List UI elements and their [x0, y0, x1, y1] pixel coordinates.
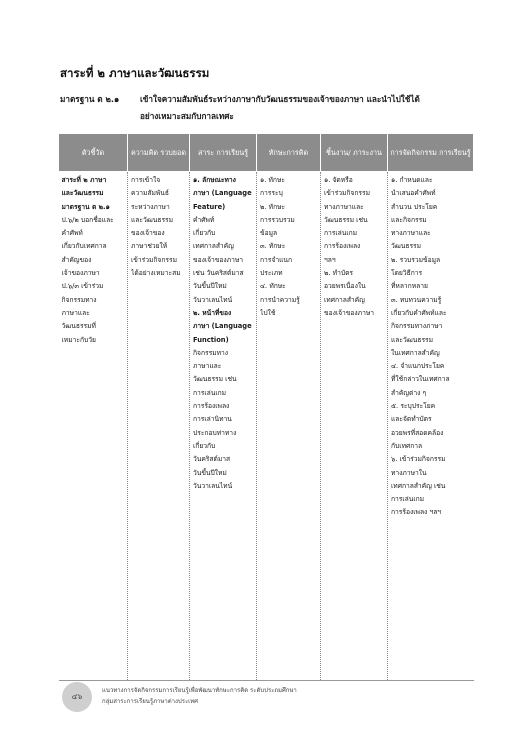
cell-line: สาระที่ ๒ ภาษา: [61, 176, 107, 184]
cell-line: ของเจ้าของภาษา: [193, 255, 243, 264]
cell-line: กับเทศกาล: [391, 441, 423, 450]
cell-line: อวยพรที่สอดคล้อง: [391, 428, 444, 437]
cell-line: ทางภาษาและ: [391, 229, 431, 238]
standard-text-line2: อย่างเหมาะสมกับกาลเทศะ: [140, 111, 234, 121]
cell-line: ระหว่างภาษา: [131, 202, 170, 211]
cell-line: ๓. ทบทวนความรู้: [391, 295, 442, 304]
cell-line: มาตรฐาน ต ๒.๑: [61, 202, 110, 211]
cell-line: ความสัมพันธ์: [131, 189, 169, 198]
cell-line: วัฒนธรรม: [391, 242, 422, 251]
cell-line: สำคัญของ: [61, 255, 92, 264]
footer-line1: แนวทางการจัดกิจกรรมการเรียนรู้เพื่อพัฒนาทักษะการคิด ระดับประถมศึกษา: [102, 687, 297, 694]
cell-line: เช่น วันคริสต์มาส: [193, 269, 244, 278]
cell-line: วัฒนธรรม เช่น: [193, 375, 237, 384]
cell-line: วัฒนธรรมที่: [61, 322, 96, 331]
cell-line: การเล่านิทาน: [193, 415, 232, 424]
cell-line: ภาษาและ: [61, 308, 90, 317]
cell-line: Function): [193, 335, 229, 344]
cell-line: วันขึ้นปีใหม่: [193, 282, 227, 291]
cell-line: เกี่ยวกับคำศัพท์และ: [391, 308, 447, 317]
cell-line: Feature): [193, 202, 226, 211]
cell-line: ภาษาช่วยให้: [131, 242, 168, 251]
cell-content: [190, 172, 257, 681]
cell-line: การร้องเพลง ฯลฯ: [391, 508, 442, 517]
cell-line: การนำความรู้: [260, 295, 300, 304]
cell-line: เข้าร่วมกิจกรรม: [131, 255, 177, 264]
cell-line: ภาษา (Language: [193, 322, 252, 331]
cell-line: ทางภาษาใน: [391, 468, 427, 477]
cell-line: เทศกาลสำคัญ เช่น: [391, 481, 446, 490]
cell-line: กิจกรรมทางภาษา: [391, 322, 443, 331]
cell-line: เข้าร่วมกิจกรรม: [324, 189, 370, 198]
cell-line: ที่ใช้กล่าวในเทศกาล: [391, 375, 450, 384]
cell-line: ๔. จำแนกประโยค: [391, 362, 445, 371]
cell-line: นำเสนอคำศัพท์: [391, 189, 436, 198]
cell-tasks: [321, 172, 388, 681]
cell-line: ๒. ทำบัตร: [324, 269, 354, 278]
cell-line: เกี่ยวกับ: [193, 229, 216, 238]
curriculum-table: [58, 133, 474, 681]
header-activities: การจัดกิจกรรม การเรียนรู้: [388, 134, 474, 172]
cell-line: การเข้าใจ: [131, 176, 161, 184]
footer-text: [102, 685, 297, 707]
cell-line: เทศกาลสำคัญ: [193, 242, 234, 251]
cell-line: เจ้าของภาษา: [61, 269, 100, 278]
cell-line: วันวาเลนไทน์: [193, 295, 233, 304]
cell-line: ประกอบท่าทาง: [193, 428, 237, 437]
cell-line: ของเจ้าของภาษา: [324, 308, 374, 317]
cell-activities: [388, 172, 474, 681]
cell-line: โดยวิธีการ: [391, 269, 423, 278]
cell-line: ภาษา (Language: [193, 189, 252, 198]
cell-line: ป.๖/๒ บอกชื่อและ: [61, 215, 114, 224]
cell-line: ไปใช้: [260, 308, 276, 317]
cell-line: ๑. กำหนดและ: [391, 176, 433, 184]
cell-indicator: [59, 172, 128, 681]
cell-line: สำคัญต่าง ๆ: [391, 388, 427, 397]
cell-line: คำศัพท์: [193, 215, 215, 224]
table-header-row: [59, 134, 474, 172]
table-row: [59, 172, 474, 681]
cell-line: ฯลฯ: [324, 255, 336, 264]
cell-line: ๒. หน้าที่ของ: [193, 308, 232, 317]
cell-line: และวัฒนธรรม: [131, 215, 174, 224]
header-thinking-skills: ทักษะการคิด: [257, 134, 321, 172]
cell-line: การเล่นเกม: [324, 229, 358, 238]
cell-line: การเล่นเกม: [391, 495, 425, 504]
cell-line: ๑. ลักษณะทาง: [193, 176, 236, 184]
standard-label: มาตรฐาน ต ๒.๑: [60, 94, 120, 104]
cell-line: ในเทศกาลสำคัญ: [391, 348, 440, 357]
header-indicator: ตัวชี้วัด: [59, 134, 128, 172]
cell-line: อวยพรเนื่องใน: [324, 282, 366, 291]
cell-line: และกิจกรรม: [391, 215, 427, 224]
cell-line: ๑. จัดหรือ: [324, 176, 353, 184]
cell-line: เกี่ยวกับ: [193, 441, 216, 450]
cell-line: เกี่ยวกับเทศกาล: [61, 242, 107, 251]
section-heading: สาระที่ ๒ ภาษาและวัฒนธรรม: [60, 66, 210, 80]
cell-line: ทางภาษาและ: [324, 202, 364, 211]
header-content: สาระ การเรียนรู้: [190, 134, 257, 172]
cell-line: ประเภท: [260, 269, 283, 278]
cell-line: ๒. รวบรวมข้อมูล: [391, 255, 441, 264]
cell-line: การระบุ: [260, 189, 283, 198]
cell-line: เหมาะกับวัย: [61, 335, 96, 344]
cell-line: ข้อมูล: [260, 229, 278, 238]
footer-line2: กลุ่มสาระการเรียนรู้ภาษาต่างประเทศ: [102, 698, 198, 705]
cell-line: และจัดทำบัตร: [391, 415, 432, 424]
cell-line: ๕. ระบุประโยค: [391, 402, 436, 411]
cell-line: การเล่นเกม: [193, 388, 227, 397]
cell-line: ของเจ้าของ: [131, 229, 165, 238]
cell-line: ๓. ทักษะ: [260, 242, 286, 251]
cell-line: วันขึ้นปีใหม่: [193, 468, 227, 477]
cell-line: ที่หลากหลาย: [391, 282, 428, 291]
standard-text-line1: เข้าใจความสัมพันธ์ระหว่างภาษากับวัฒนธรรมของเจ้าของภาษา และนำไปใช้ได้: [140, 94, 420, 104]
cell-line: ภาษาและ: [193, 362, 222, 371]
cell-line: การร้องเพลง: [324, 242, 361, 251]
cell-line: การรวบรวม: [260, 215, 295, 224]
cell-line: เทศกาลสำคัญ: [324, 295, 365, 304]
cell-line: สำนวน ประโยค: [391, 202, 438, 211]
cell-thinking-skills: [257, 172, 321, 681]
cell-line: ป.๖/๓ เข้าร่วม: [61, 282, 104, 291]
cell-line: วันวาเลนไทน์: [193, 481, 233, 490]
cell-line: การร้องเพลง: [193, 402, 230, 411]
header-tasks: ชิ้นงาน/ ภาระงาน: [321, 134, 388, 172]
cell-line: คำศัพท์: [61, 229, 83, 238]
cell-line: ๒. ทักษะ: [260, 202, 286, 211]
cell-line: และวัฒนธรรม: [391, 335, 434, 344]
cell-line: การจำแนก: [260, 255, 293, 264]
cell-line: วันคริสต์มาส: [193, 455, 231, 464]
cell-line: ๔. ทักษะ: [260, 282, 286, 291]
cell-line: ๖. เข้าร่วมกิจกรรม: [391, 455, 446, 464]
cell-line: และวัฒนธรรม: [61, 189, 104, 198]
cell-line: กิจกรรมทาง: [61, 295, 97, 304]
header-concept: ความคิด รวบยอด: [128, 134, 190, 172]
cell-line: ได้อย่างเหมาะสม: [131, 269, 181, 278]
cell-line: ๑. ทักษะ: [260, 176, 285, 184]
cell-concept: [128, 172, 190, 681]
cell-line: กิจกรรมทาง: [193, 348, 229, 357]
cell-line: วัฒนธรรม เช่น: [324, 215, 368, 224]
page-number-badge: ๔๖: [62, 682, 92, 712]
